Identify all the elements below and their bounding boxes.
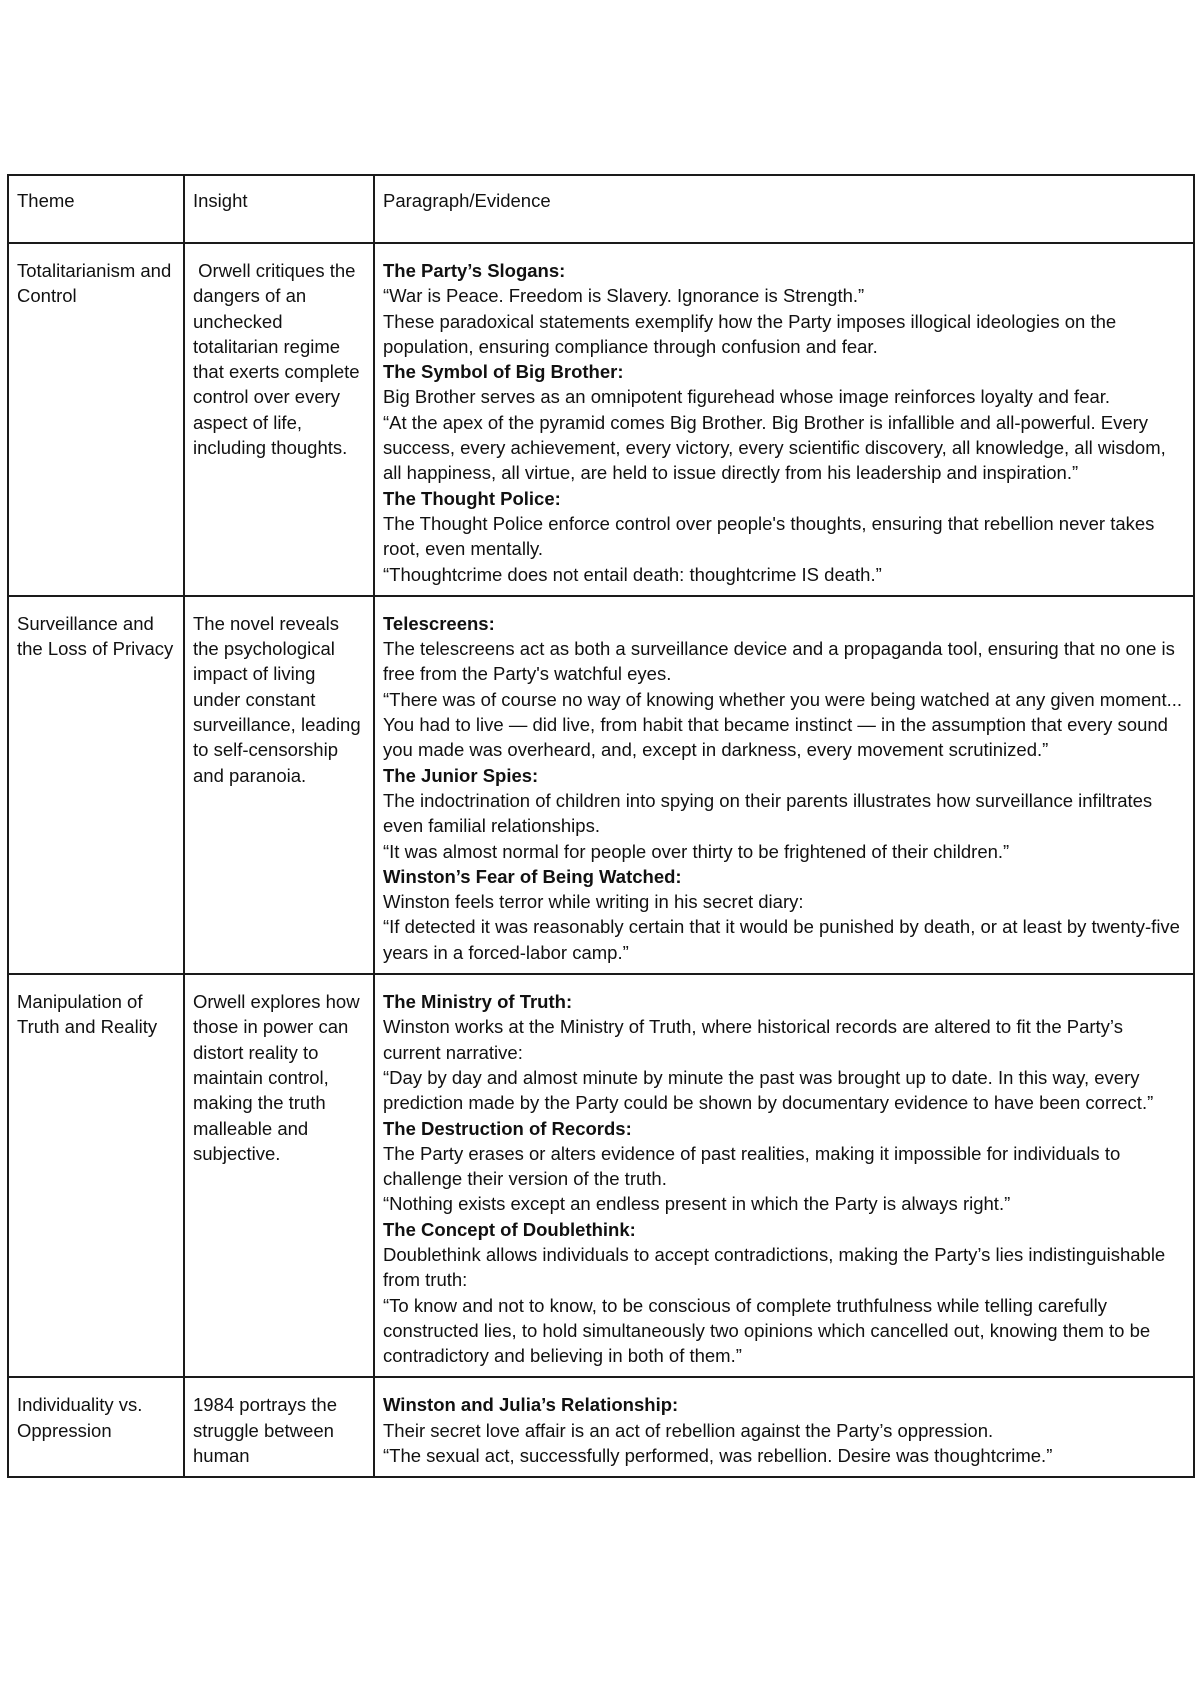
evidence-text: Big Brother serves as an omnipotent figurehead whose image reinforces loyalty and fear. <box>383 386 1111 408</box>
evidence-text: Winston works at the Ministry of Truth, where historical records are altered to fit the Party’s current narrative: <box>383 1016 1123 1063</box>
evidence-cell <box>374 1377 1194 1477</box>
evidence-text: The indoctrination of children into spying on their parents illustrates how surveillance infiltrates even familial relationships. <box>383 789 1153 837</box>
evidence-text: The telescreens act as both a surveillance device and a propaganda tool, ensuring that no one is free from the Party's watchful eyes. <box>383 638 1175 685</box>
evidence-text: These paradoxical statements exemplify how the Party imposes illogical ideologies on the population, ensuring compliance through confusion and fear. <box>383 310 1117 357</box>
table-row <box>8 243 1194 596</box>
evidence-heading: The Junior Spies: <box>383 764 539 786</box>
theme-cell: Totalitarianism and Control <box>8 243 184 596</box>
theme-cell: Surveillance and the Loss of Privacy <box>8 596 184 974</box>
themes-table <box>7 174 1195 1478</box>
evidence-text: “There was of course no way of knowing whether you were being watched at any given moment... You had to live — did live, from habit that became instinct — in the assumption that every sound you made was overheard, and, except in darkness, every movement scrutinized.” <box>383 688 1183 761</box>
evidence-text: “If detected it was reasonably certain that it would be punished by death, or at least by twenty-five years in a forced-labor camp.” <box>383 916 1180 963</box>
header-evidence: Paragraph/Evidence <box>374 175 1194 243</box>
evidence-text: Winston feels terror while writing in his secret diary: <box>383 891 804 913</box>
evidence-heading: The Symbol of Big Brother: <box>383 361 624 383</box>
evidence-cell <box>374 243 1194 596</box>
evidence-heading: Telescreens: <box>383 612 495 634</box>
evidence-text: “Day by day and almost minute by minute the past was brought up to date. In this way, every prediction made by the Party could be shown by documentary evidence to have been correct.” <box>383 1066 1154 1114</box>
header-insight: Insight <box>184 175 374 243</box>
evidence-heading: The Ministry of Truth: <box>383 991 573 1013</box>
insight-cell: 1984 portrays the struggle between human <box>184 1377 374 1477</box>
evidence-text: “It was almost normal for people over thirty to be frightened of their children.” <box>383 840 1010 862</box>
insight-cell: Orwell explores how those in power can distort reality to maintain control, making the truth malleable and subjective. <box>184 974 374 1377</box>
evidence-text: “To know and not to know, to be conscious of complete truthfulness while telling carefully constructed lies, to hold simultaneously two opinions which cancelled out, knowing them to be contradictory and believing in both of them.” <box>383 1294 1151 1367</box>
table-row <box>8 1377 1194 1477</box>
evidence-text: Doublethink allows individuals to accept contradictions, making the Party’s lies indistinguishable from truth: <box>383 1243 1166 1291</box>
theme-cell: Individuality vs. Oppression <box>8 1377 184 1477</box>
evidence-heading: The Party’s Slogans: <box>383 260 566 281</box>
evidence-cell <box>374 596 1194 974</box>
header-theme: Theme <box>8 175 184 243</box>
document-page <box>7 174 1193 1478</box>
evidence-heading: The Thought Police: <box>383 487 561 509</box>
evidence-heading: The Destruction of Records: <box>383 1117 632 1139</box>
evidence-text: “War is Peace. Freedom is Slavery. Ignorance is Strength.” <box>383 285 865 307</box>
table-row <box>8 596 1194 974</box>
evidence-text: “The sexual act, successfully performed, was rebellion. Desire was thoughtcrime.” <box>383 1445 1053 1467</box>
insight-cell: Orwell critiques the dangers of an unchecked totalitarian regime that exerts complete control over every aspect of life, including thoughts. <box>184 243 374 596</box>
evidence-heading: Winston and Julia’s Relationship: <box>383 1394 679 1416</box>
table-header-row <box>8 175 1194 243</box>
theme-cell: Manipulation of Truth and Reality <box>8 974 184 1377</box>
evidence-text: The Party erases or alters evidence of past realities, making it impossible for individuals to challenge their version of the truth. <box>383 1142 1121 1190</box>
evidence-text: The Thought Police enforce control over people's thoughts, ensuring that rebellion never takes root, even mentally. <box>383 512 1155 560</box>
evidence-heading: The Concept of Doublethink: <box>383 1218 636 1240</box>
evidence-text: “Nothing exists except an endless present in which the Party is always right.” <box>383 1193 1011 1215</box>
insight-cell: The novel reveals the psychological impact of living under constant surveillance, leading to self-censorship and paranoia. <box>184 596 374 974</box>
evidence-heading: Winston’s Fear of Being Watched: <box>383 865 682 887</box>
evidence-text: “Thoughtcrime does not entail death: thoughtcrime IS death.” <box>383 563 882 585</box>
evidence-text: “At the apex of the pyramid comes Big Brother. Big Brother is infallible and all-powerful. Every success, every achievement, every victory, every scientific discovery, all knowledge, all wisdom, all happiness, all virtue, are held to issue directly from his leadership and inspiration.” <box>383 411 1166 484</box>
evidence-cell <box>374 974 1194 1377</box>
table-row <box>8 974 1194 1377</box>
evidence-text: Their secret love affair is an act of rebellion against the Party’s oppression. <box>383 1419 994 1441</box>
table-body <box>8 175 1194 1477</box>
